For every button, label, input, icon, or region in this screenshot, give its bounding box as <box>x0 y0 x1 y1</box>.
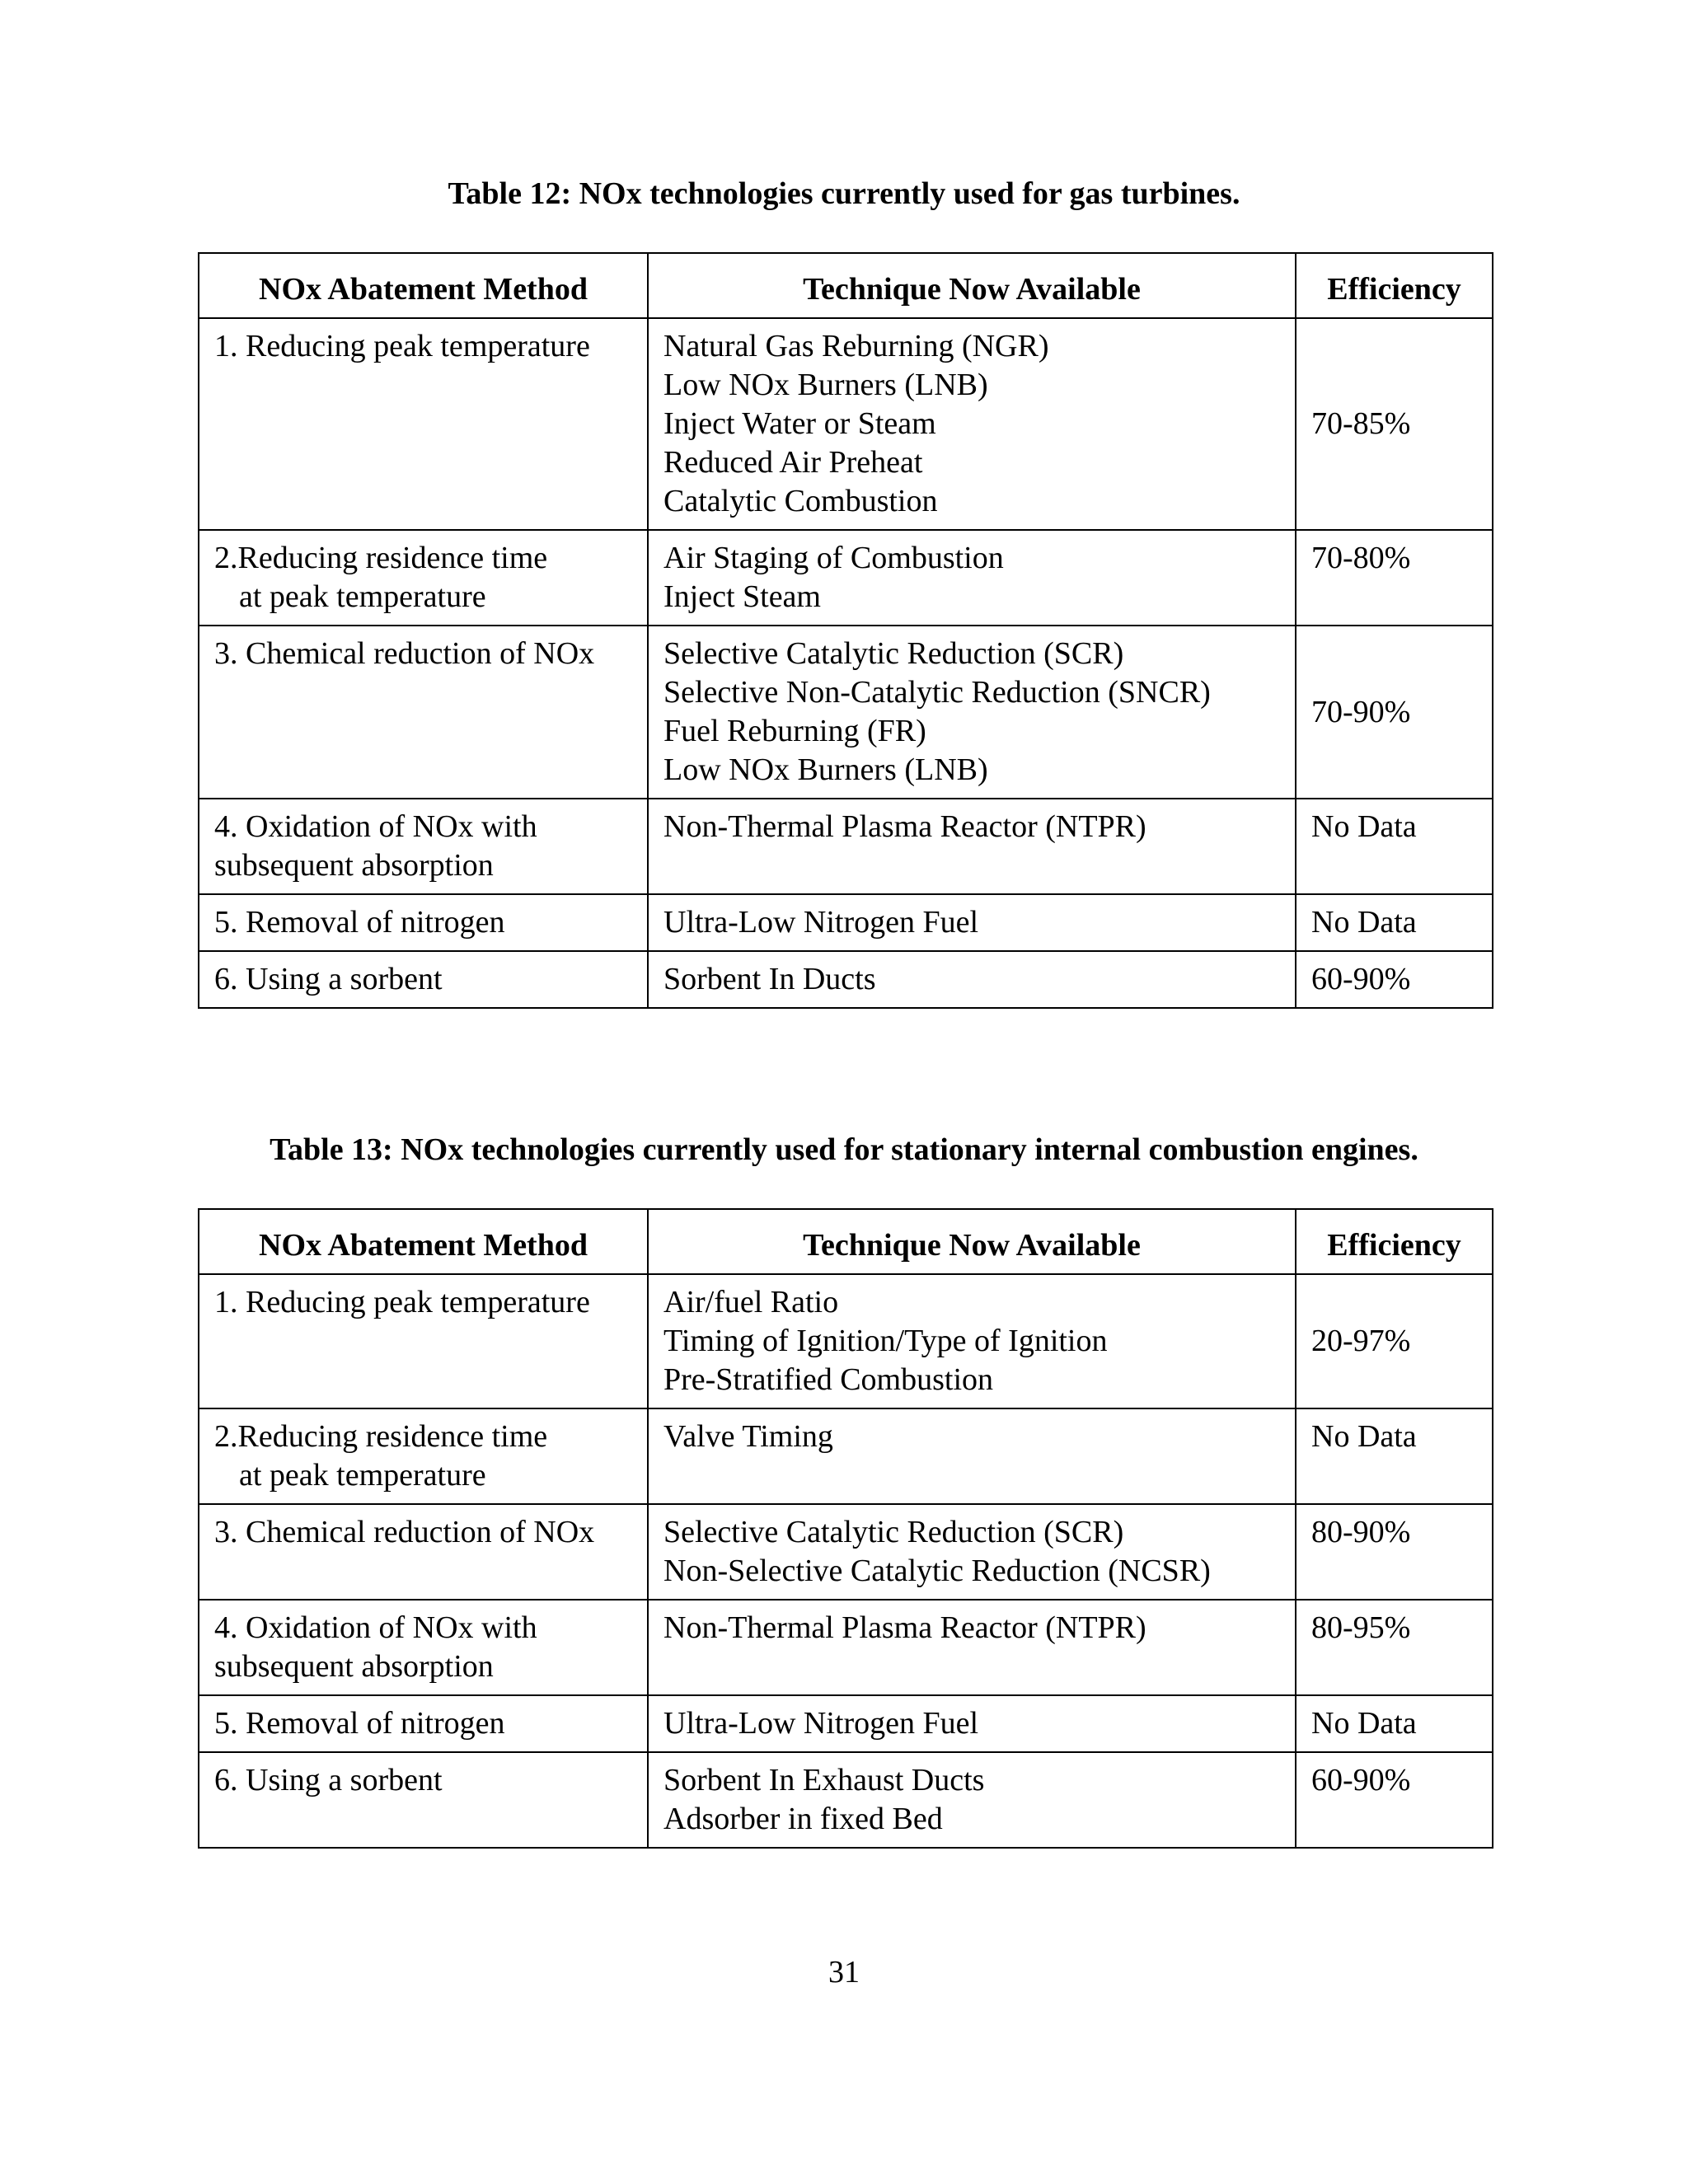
technique-text: Sorbent In Ducts <box>663 962 876 996</box>
method-text: 3. Chemical reduction of NOx <box>214 1515 595 1549</box>
table-12 <box>198 252 1493 1009</box>
method-text: 6. Using a sorbent <box>214 1763 443 1797</box>
column-header-technique: Technique Now Available <box>648 253 1296 318</box>
method-cell <box>199 318 648 530</box>
technique-text: Timing of Ignition/Type of Ignition <box>663 1324 1108 1358</box>
method-cell <box>199 951 648 1008</box>
technique-cell <box>648 1408 1296 1504</box>
technique-cell <box>648 1752 1296 1848</box>
method-cell <box>199 1600 648 1695</box>
efficiency-cell: No Data <box>1296 799 1493 894</box>
technique-cell <box>648 1504 1296 1600</box>
technique-text: Inject Water or Steam <box>663 406 936 441</box>
efficiency-cell: 70-90% <box>1296 626 1493 799</box>
method-text: subsequent absorption <box>214 1649 494 1684</box>
technique-text: Low NOx Burners (LNB) <box>663 368 988 402</box>
efficiency-cell: 20-97% <box>1296 1274 1493 1408</box>
method-text: at peak temperature <box>239 579 486 614</box>
method-text: at peak temperature <box>239 1458 486 1493</box>
technique-cell <box>648 1274 1296 1408</box>
method-text: 5. Removal of nitrogen <box>214 1706 505 1741</box>
technique-text: Natural Gas Reburning (NGR) <box>663 329 1049 363</box>
table-12-caption: Table 12: NOx technologies currently used for gas turbines. <box>448 176 1240 211</box>
table-row <box>199 1752 1493 1848</box>
efficiency-cell: No Data <box>1296 1695 1493 1752</box>
efficiency-cell: 60-90% <box>1296 951 1493 1008</box>
technique-cell <box>648 626 1296 799</box>
technique-text: Air Staging of Combustion <box>663 541 1004 575</box>
method-text: 1. Reducing peak temperature <box>214 1285 590 1319</box>
table-header-row <box>199 1209 1493 1274</box>
method-cell <box>199 1504 648 1600</box>
table-header-row <box>199 253 1493 318</box>
efficiency-cell: 70-85% <box>1296 318 1493 530</box>
technique-text: Selective Catalytic Reduction (SCR) <box>663 636 1124 671</box>
efficiency-cell: 70-80% <box>1296 530 1493 626</box>
table-13 <box>198 1208 1493 1849</box>
method-text: 6. Using a sorbent <box>214 962 443 996</box>
technique-text: Ultra-Low Nitrogen Fuel <box>663 1706 979 1741</box>
technique-cell <box>648 318 1296 530</box>
technique-text: Non-Selective Catalytic Reduction (NCSR) <box>663 1554 1211 1588</box>
technique-text: Low NOx Burners (LNB) <box>663 752 988 787</box>
efficiency-cell: 80-95% <box>1296 1600 1493 1695</box>
technique-text: Reduced Air Preheat <box>663 445 923 480</box>
method-cell <box>199 1408 648 1504</box>
method-text: 1. Reducing peak temperature <box>214 329 590 363</box>
efficiency-cell: 60-90% <box>1296 1752 1493 1848</box>
method-cell <box>199 1752 648 1848</box>
technique-cell <box>648 799 1296 894</box>
technique-text: Selective Non-Catalytic Reduction (SNCR) <box>663 675 1211 710</box>
method-text: 2.Reducing residence time <box>214 1419 548 1454</box>
method-text: 3. Chemical reduction of NOx <box>214 636 595 671</box>
table-row <box>199 626 1493 799</box>
technique-text: Non-Thermal Plasma Reactor (NTPR) <box>663 1610 1146 1645</box>
technique-text: Inject Steam <box>663 579 821 614</box>
column-header-method: NOx Abatement Method <box>199 253 648 318</box>
table-row <box>199 318 1493 530</box>
technique-text: Valve Timing <box>663 1419 833 1454</box>
technique-text: Adsorber in fixed Bed <box>663 1802 943 1836</box>
method-text: 4. Oxidation of NOx with <box>214 809 537 844</box>
efficiency-cell: 80-90% <box>1296 1504 1493 1600</box>
table-row <box>199 1408 1493 1504</box>
method-cell <box>199 1695 648 1752</box>
technique-text: Sorbent In Exhaust Ducts <box>663 1763 985 1797</box>
column-header-efficiency: Efficiency <box>1296 1209 1493 1274</box>
table-row <box>199 1600 1493 1695</box>
technique-cell <box>648 1600 1296 1695</box>
technique-text: Ultra-Low Nitrogen Fuel <box>663 905 979 940</box>
table-row <box>199 1504 1493 1600</box>
table-row <box>199 1695 1493 1752</box>
page-number: 31 <box>828 1955 860 1990</box>
method-cell <box>199 799 648 894</box>
table-13-caption: Table 13: NOx technologies currently used for stationary internal combustion engines. <box>270 1132 1418 1167</box>
technique-text: Pre-Stratified Combustion <box>663 1362 994 1397</box>
efficiency-cell: No Data <box>1296 1408 1493 1504</box>
technique-cell <box>648 530 1296 626</box>
column-header-method: NOx Abatement Method <box>199 1209 648 1274</box>
method-cell <box>199 894 648 951</box>
technique-cell <box>648 1695 1296 1752</box>
technique-cell <box>648 951 1296 1008</box>
table-row <box>199 799 1493 894</box>
technique-text: Fuel Reburning (FR) <box>663 714 926 748</box>
technique-text: Air/fuel Ratio <box>663 1285 839 1319</box>
technique-text: Catalytic Combustion <box>663 484 938 518</box>
technique-text: Non-Thermal Plasma Reactor (NTPR) <box>663 809 1146 844</box>
column-header-technique: Technique Now Available <box>648 1209 1296 1274</box>
efficiency-cell: No Data <box>1296 894 1493 951</box>
method-text: subsequent absorption <box>214 848 494 883</box>
table-row <box>199 1274 1493 1408</box>
column-header-efficiency: Efficiency <box>1296 253 1493 318</box>
method-cell <box>199 626 648 799</box>
technique-text: Selective Catalytic Reduction (SCR) <box>663 1515 1124 1549</box>
table-row <box>199 894 1493 951</box>
method-cell <box>199 1274 648 1408</box>
method-text: 2.Reducing residence time <box>214 541 548 575</box>
table-row <box>199 951 1493 1008</box>
table-row <box>199 530 1493 626</box>
method-text: 4. Oxidation of NOx with <box>214 1610 537 1645</box>
technique-cell <box>648 894 1296 951</box>
method-text: 5. Removal of nitrogen <box>214 905 505 940</box>
method-cell <box>199 530 648 626</box>
